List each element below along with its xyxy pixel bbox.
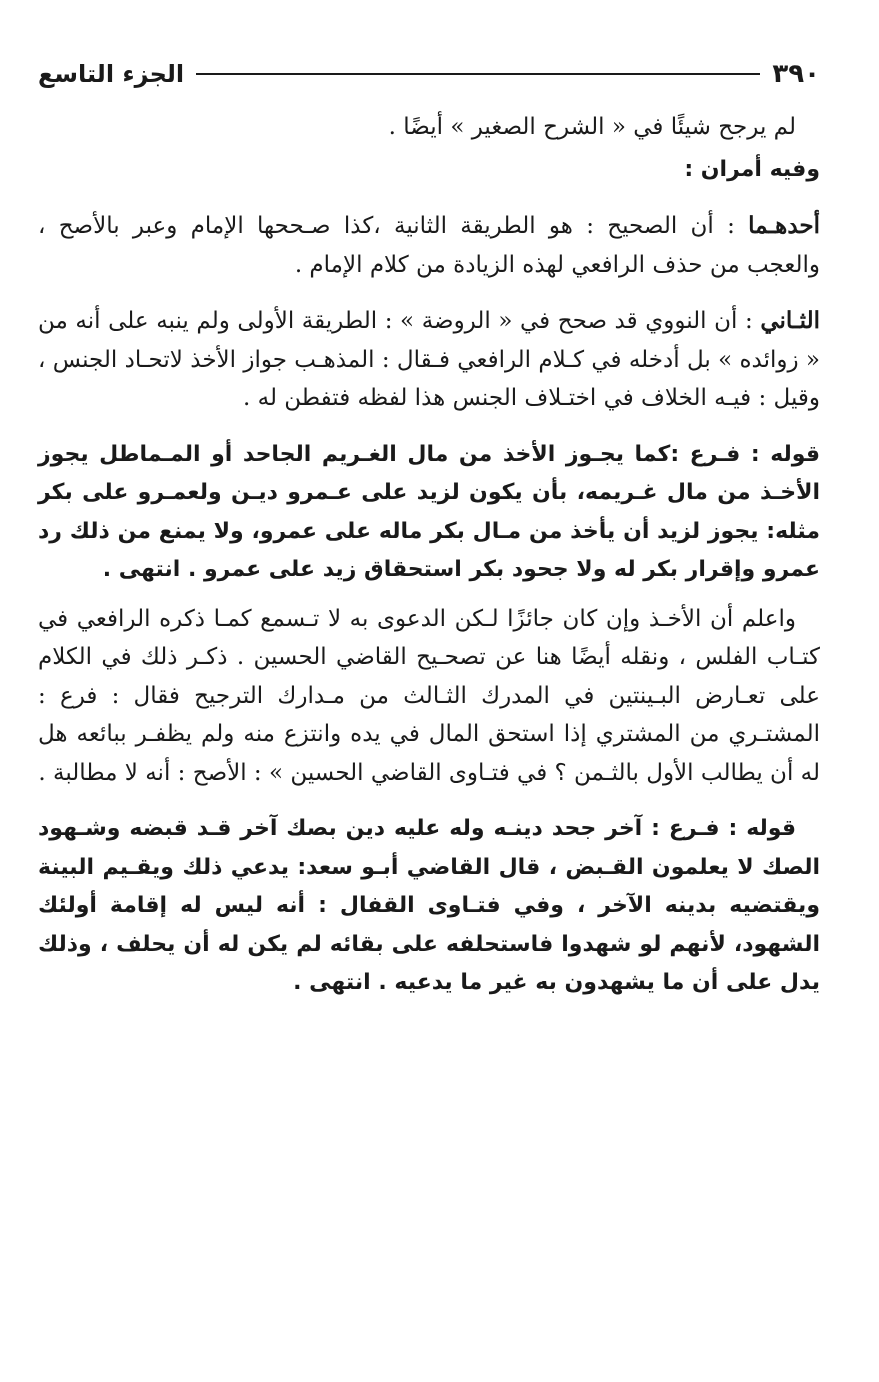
first-point-text: : أن الصحيح : هو الطريقة الثانية ،كذا صـححها الإمام وعبر بالأصح ، والعجب من حذف الرافعي لهذه الزيادة من كلام الإمام . (38, 213, 820, 278)
page-body (38, 108, 820, 1003)
volume-title: الجزء التاسع (38, 60, 185, 88)
page-number: ٣٩٠ (772, 59, 820, 89)
quoted-passage-branch-1: قوله : فـرع :كما يجـوز الأخذ من مال الغـريم الجاحد أو المـماطل يجوز الأخـذ من مال غـريمه، بأن يكون لزيد على عـمرو ديـن ولعمـرو على بكر مثله: يجوز لزيد أن يأخذ من مـال بكر ماله على عمرو، ولا يمنع من ذلك رد عمرو وإقرار بكر له ولا جحود بكر استحقاق زيد على عمرو . انتهى . (38, 441, 820, 582)
book-page (38, 52, 820, 1003)
paragraph-second-point (38, 302, 820, 418)
section-heading: وفيه أمران : (684, 156, 820, 182)
paragraph-first-point (38, 207, 820, 284)
running-header (38, 52, 820, 96)
lead-word-first: أحدهـما (748, 212, 820, 239)
quoted-passage-branch-2: قوله : فـرع : آخر جحد دينـه وله عليه دين بصك آخر قـد قبضه وشـهود الصك لا يعلمون القـبض ، قال القاضي أبـو سعد: يدعي ذلك ويقـيم البينة ويقتضيه بدينه الآخر ، وفي فتـاوى القفال : أنه ليس له إقامة أولئك الشهود، لأنهم لو شهدوا فاستحلفه على بقائه لم يكن له أن يحلف ، وذلك يدل على أن ما يشهدون به غير ما يدعيه . انتهى . (38, 816, 820, 995)
second-point-text: : أن النووي قد صحح في « الروضة » : الطريقة الأولى ولم ينبه على أنه من « زوائده » بل أدخله في كـلام الرافعي فـقال : المذهـب جواز الأخذ لاتحـاد الجنس ، وقيل : فيـه الخلاف في اختـلاف الجنس هذا لفظه فتفطن له . (38, 308, 820, 411)
paragraph-continuation: لم يرجح شيئًا في « الشرح الصغير » أيضًا . (388, 114, 796, 140)
lead-word-second: الثـاني (760, 307, 820, 334)
header-rule (196, 73, 760, 75)
paragraph-commentary: واعلم أن الأخـذ وإن كان جائزًا لـكن الدعوى به لا تـسمع كمـا ذكره الرافعي في كتـاب الفلس ، ونقله أيضًا هنا عن تصحـيح القاضي الحسين . ذكـر ذلك في الكلام على تعـارض البـينتين في المدرك الثـالث من مـدارك الترجيح فقال : فرع : المشتـري من المشتري إذا استحق المال في يده وانتزع منه ولم يظفـر ببائعه هل له أن يطالب الأول بالثـمن ؟ في فتـاوى القاضي الحسين » : الأصح : أنه لا مطالبة . (38, 605, 820, 786)
